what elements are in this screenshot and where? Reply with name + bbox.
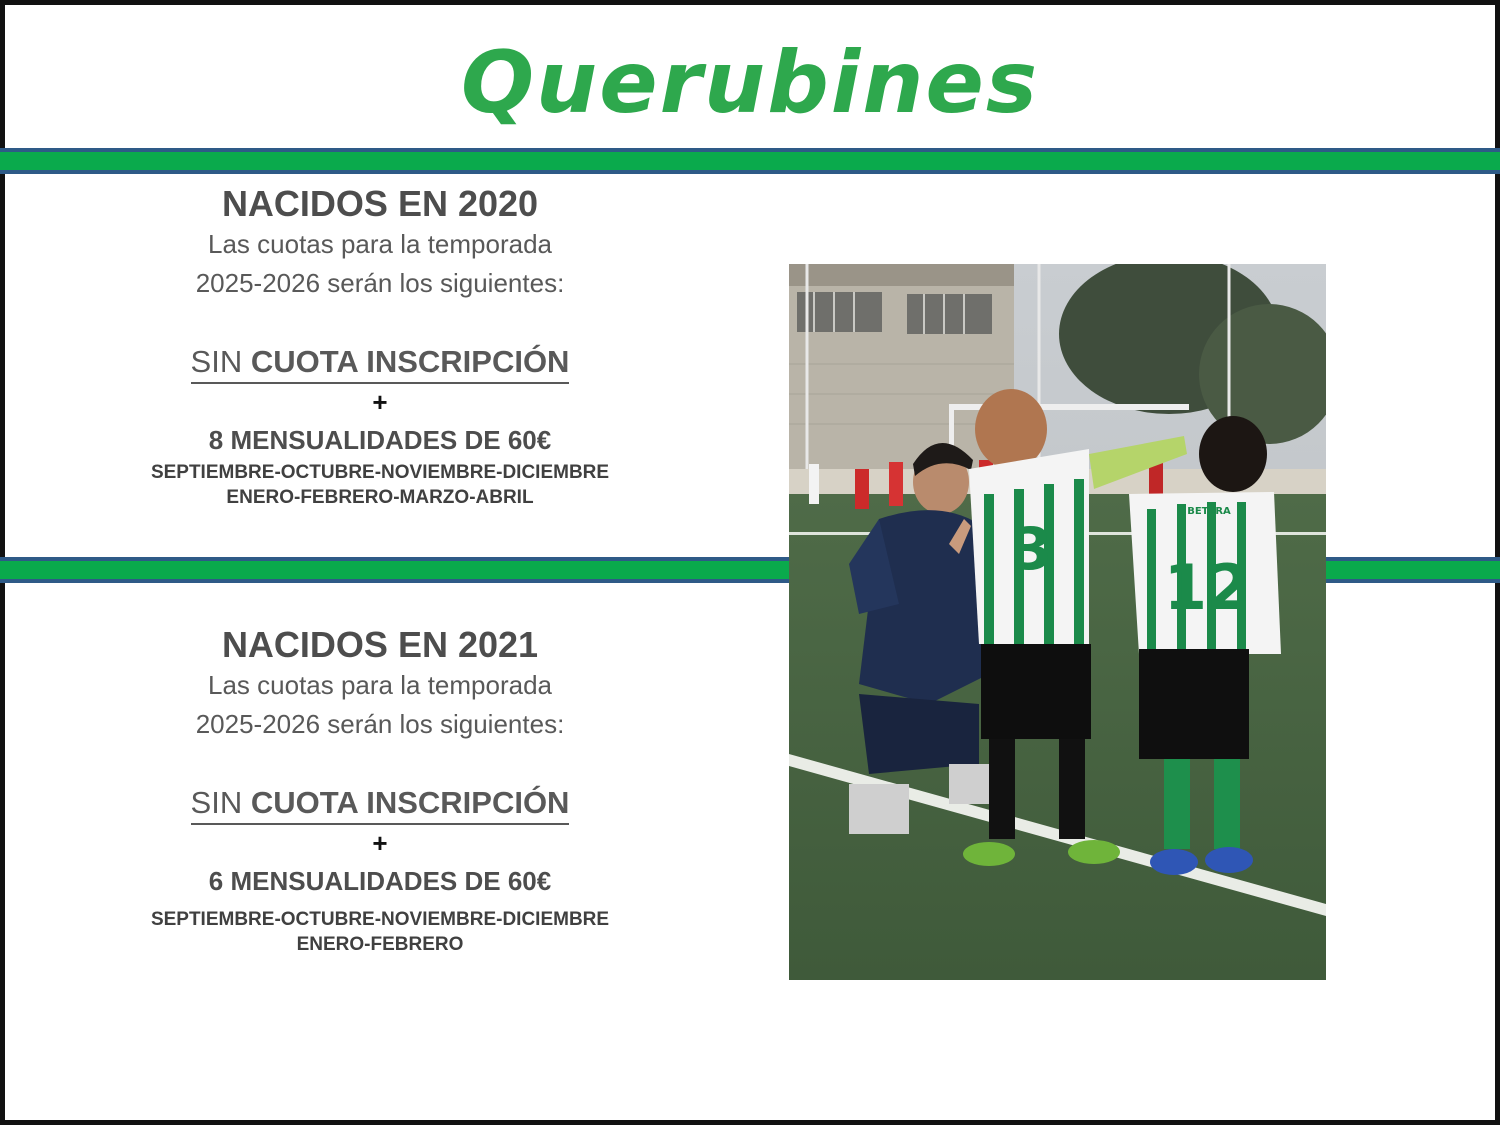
sponsor-text: BETERA: [1187, 506, 1231, 517]
fee-bold: CUOTA INSCRIPCIÓN: [250, 344, 570, 379]
months-line: SEPTIEMBRE-OCTUBRE-NOVIEMBRE-DICIEMBRE: [150, 462, 610, 483]
months-line: ENERO-FEBRERO: [296, 934, 464, 955]
months-line: ENERO-FEBRERO-MARZO-ABRIL: [226, 487, 534, 508]
fee-prefix: SIN: [190, 344, 251, 379]
months-list: [80, 907, 680, 957]
months-list: [80, 460, 680, 510]
section-description: [80, 666, 680, 744]
months-line: SEPTIEMBRE-OCTUBRE-NOVIEMBRE-DICIEMBRE: [150, 909, 610, 930]
section-heading: NACIDOS EN 2021: [221, 624, 539, 665]
section-heading: NACIDOS EN 2020: [221, 183, 539, 224]
description-line: Las cuotas para la temporada: [208, 670, 552, 700]
fee-bold: CUOTA INSCRIPCIÓN: [250, 785, 570, 820]
section-2021: [80, 624, 680, 957]
monthly-payments: 6 MENSUALIDADES DE 60€: [208, 866, 552, 896]
section-2020: [80, 183, 680, 510]
description-line: 2025-2026 serán los siguientes:: [195, 268, 565, 298]
monthly-payments: 8 MENSUALIDADES DE 60€: [208, 425, 552, 455]
section-description: [80, 225, 680, 303]
plus-sign: +: [372, 828, 388, 858]
registration-fee: [191, 342, 570, 384]
plus-sign: +: [372, 387, 388, 417]
shirt-number: 12: [1163, 551, 1251, 624]
description-line: 2025-2026 serán los siguientes:: [195, 709, 565, 739]
team-photo-illustration: [789, 264, 1326, 980]
page-title: Querubines: [460, 33, 1040, 133]
team-photo: [789, 264, 1326, 980]
description-line: Las cuotas para la temporada: [208, 229, 552, 259]
fee-prefix: SIN: [190, 785, 251, 820]
shirt-number: 3: [1011, 515, 1053, 583]
top-stripe: [0, 148, 1500, 174]
registration-fee: [191, 783, 570, 825]
